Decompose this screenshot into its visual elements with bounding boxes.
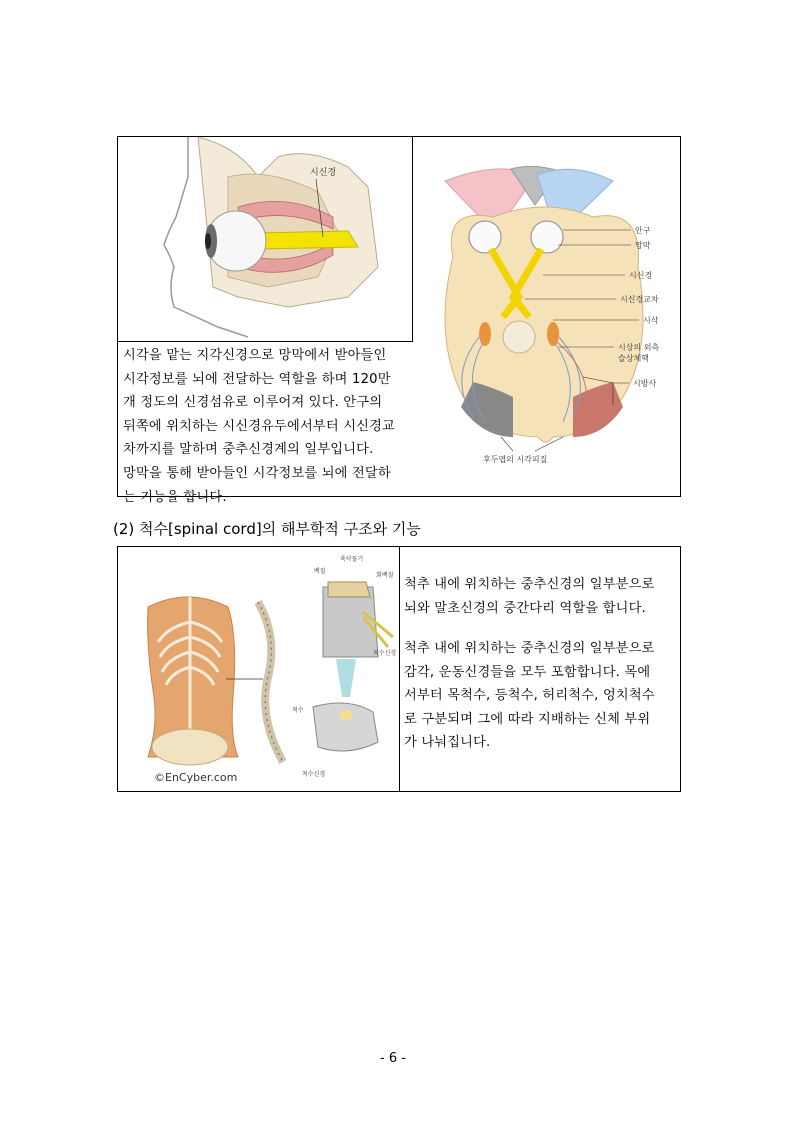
white-matter-label: 백질 [314, 568, 326, 575]
spinal-nerve-label-2: 척수신경 [302, 771, 326, 778]
section-heading: (2) 척수[spinal cord]의 해부학적 구조와 기능 [113, 520, 421, 538]
page-number: - 6 - [380, 1051, 406, 1066]
spine-image-cell [117, 546, 400, 792]
gray-matter-label: 회백질 [376, 572, 394, 579]
spine-text-line: 가 나눠집니다. [404, 735, 491, 751]
optic-nerve-description-cell [117, 341, 413, 505]
spine-text-line: 서부터 목척수, 등척수, 허리척수, 엉치척수 [404, 688, 655, 704]
visual-pathway-illustration [413, 137, 680, 496]
retina-label: 망막 [635, 241, 651, 250]
spine-text-line: 뇌와 말초신경의 중간다리 역할을 합니다. [404, 600, 646, 616]
spinal-cord-label: 척수 [292, 707, 304, 714]
optic-tract-label: 시삭 [643, 316, 659, 325]
optic-nerve-label-2: 시신경 [629, 271, 653, 280]
spine-text-line: 척추 내에 위치하는 중추신경의 일부분으로 [404, 577, 655, 592]
spinal-nerve-label: 척수신경 [373, 650, 397, 657]
optic-text-line: 는 기능을 합니다. [123, 489, 227, 505]
spine-anatomy-illustration [118, 547, 400, 791]
lgn-label-1: 시상의 외측 [618, 343, 660, 352]
eye-anatomy-illustration [118, 137, 412, 342]
spine-text-line: 로 구분되며 그에 따라 지배하는 신체 부위 [404, 711, 651, 727]
optic-text-line: 뒤쪽에 위치하는 시신경유두에서부터 시신경교 [123, 418, 395, 434]
chiasm-label: 시신경교차 [620, 295, 659, 304]
optic-text-line: 시각정보를 뇌에 전달하는 역할을 하며 120만 [123, 371, 391, 387]
spinal-cord-description-cell [399, 546, 681, 792]
brain-image-cell [412, 136, 681, 497]
radiation-label: 시방사 [633, 379, 657, 388]
lgn-label-2: 슬상체핵 [618, 354, 649, 363]
optic-text-line: 망막을 통해 받아들인 시각정보를 뇌에 전달하 [123, 465, 391, 481]
eyeball-label: 안구 [635, 226, 651, 235]
encyber-watermark: ©EnCyber.com [154, 771, 238, 784]
visual-cortex-label: 후두엽의 시각피질 [483, 455, 548, 464]
eye-image-cell [117, 136, 413, 342]
spine-text-line: 척추 내에 위치하는 중추신경의 일부분으로 [404, 641, 655, 656]
optic-text-line: 개 정도의 신경섬유로 이루어져 있다. 안구의 [123, 395, 383, 411]
spine-text-line: 감각, 운동신경들을 모두 포함합니다. 목에 [404, 664, 651, 680]
optic-nerve-label: 시신경 [310, 168, 337, 178]
optic-text-line: 시각을 맡는 지각신경으로 망막에서 받아들인 [123, 348, 387, 363]
optic-text-line: 차까지를 말하며 중추신경계의 일부입니다. [123, 442, 374, 458]
afferent-label: 축삭돌기 [340, 556, 364, 563]
